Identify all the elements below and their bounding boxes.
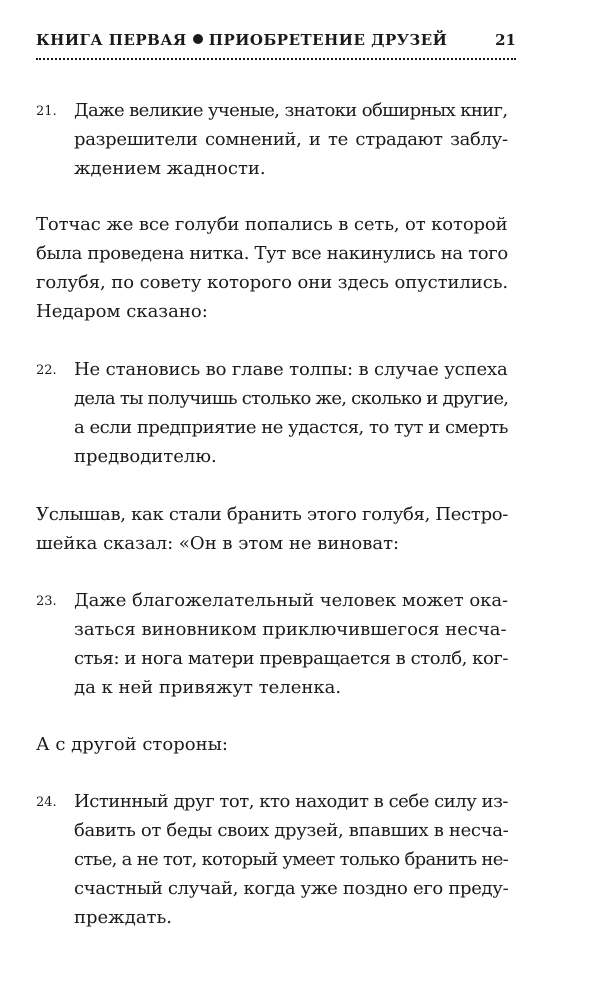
verse-number: 21. [36,104,57,119]
verse-23 [36,586,508,702]
page-number: 21 [495,31,516,49]
verse-line: Даже благожелательный человек может ока- [74,590,509,611]
verse-line: предводителю. [74,446,217,467]
prose-line: была проведена нитка. Тут все накинулись на того [36,243,508,264]
verse-line: стья: и нога матери превращается в столб, ког- [74,648,509,669]
prose-line: Недаром сказано: [36,301,208,322]
prose-paragraph-3 [36,730,508,759]
verse-line: ждением жадности. [74,158,266,179]
verse-line: преждать. [74,907,173,928]
bullet-separator-icon [193,34,203,44]
chapter-title: ПРИОБРЕТЕНИЕ ДРУЗЕЙ [208,31,448,49]
verse-number: 22. [36,363,57,378]
prose-line: А с другой стороны: [36,734,228,755]
prose-paragraph-1 [36,210,508,326]
verse-line: разрешители сомнений, и те страдают заблу- [74,129,508,150]
verse-line: Не становись во главе толпы: в случае успеха [74,359,508,380]
verse-line: Даже великие ученые, знатоки обширных книг, [74,100,508,121]
prose-line: голубя, по совету которого они здесь опустились. [36,272,509,293]
verse-line: а если предприятие не удастся, то тут и смерть [74,417,508,438]
prose-line: шейка сказал: «Он в этом не виноват: [36,533,400,554]
verse-line: Истинный друг тот, кто находит в себе силу из- [74,791,509,812]
verse-line: бавить от беды своих друзей, впавших в несча- [74,820,509,841]
verse-line: дела ты получишь столько же, сколько и другие, [74,388,509,409]
verse-line: счастный случай, когда уже поздно его преду- [74,878,509,899]
verse-22 [36,355,508,471]
dotted-header-rule [36,58,516,60]
verse-line: стье, а не тот, который умеет только бранить не- [74,849,509,870]
running-header [36,30,516,54]
prose-paragraph-2 [36,500,508,558]
verse-number: 24. [36,795,57,810]
running-title [36,30,447,50]
verse-24 [36,787,508,932]
verse-line: да к ней привяжут теленка. [74,677,342,698]
verse-line: заться виновником приключившегося несча- [74,619,507,640]
verse-number: 23. [36,594,57,609]
verse-21 [36,96,508,183]
prose-line: Тотчас же все голуби попались в сеть, от которой [36,214,508,235]
book-title: КНИГА ПЕРВАЯ [36,31,187,49]
prose-line: Услышав, как стали бранить этого голубя, Пестро- [36,504,509,525]
